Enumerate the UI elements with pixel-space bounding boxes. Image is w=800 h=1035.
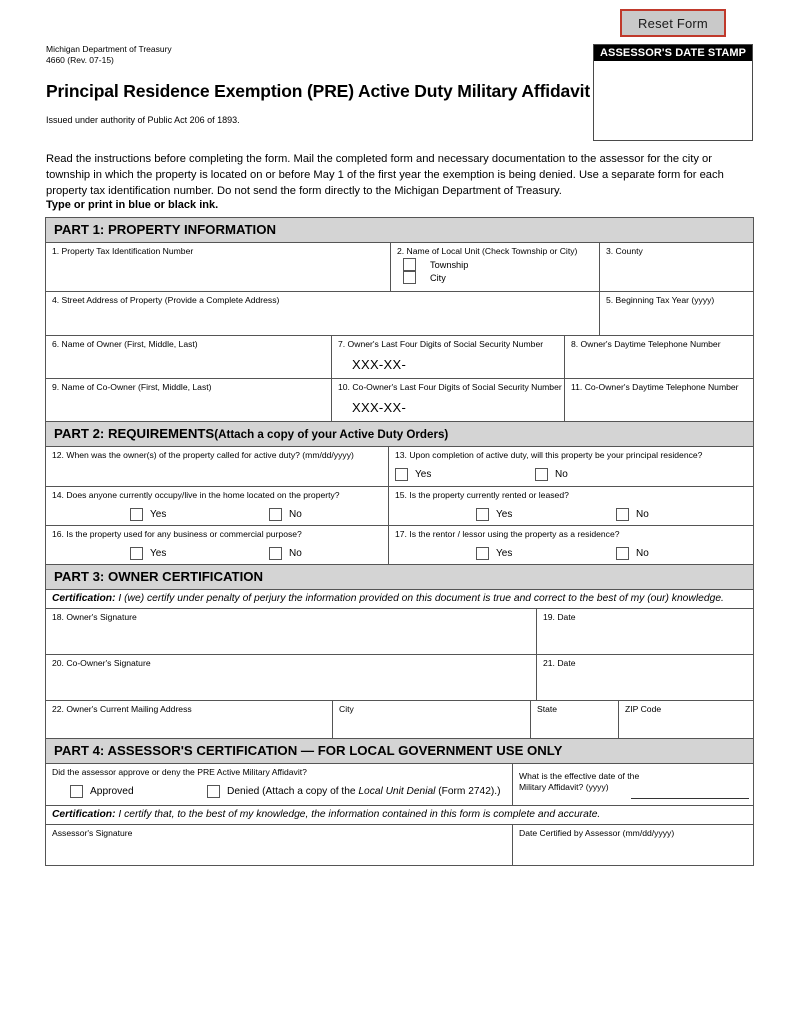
- question-15-options: [395, 508, 750, 521]
- field-owner-date-label: 19. Date: [543, 612, 576, 622]
- q15-yes-checkbox[interactable]: [476, 508, 489, 521]
- question-16-no[interactable]: [269, 547, 302, 560]
- field-local-unit-label: 2. Name of Local Unit (Check Township or City): [397, 246, 578, 256]
- part3-row-20-21: [45, 655, 754, 701]
- q14-yes-checkbox[interactable]: [130, 508, 143, 521]
- field-street-address[interactable]: [46, 292, 600, 335]
- field-owner-phone[interactable]: [565, 336, 755, 378]
- township-label: Township: [430, 259, 469, 270]
- assessor-date-stamp-title: ASSESSOR'S DATE STAMP: [594, 45, 752, 61]
- field-property-tax-id-label: 1. Property Tax Identification Number: [52, 246, 194, 256]
- part2-header: [45, 422, 754, 447]
- field-mailing-zip-label: ZIP Code: [625, 704, 662, 714]
- denied-label: [227, 786, 501, 797]
- assessor-decision-options: [52, 785, 507, 798]
- field-property-tax-id[interactable]: [46, 243, 391, 291]
- part4-certification-row: [45, 806, 754, 825]
- form-table: [45, 217, 754, 866]
- part3-row-18-19: [45, 609, 754, 655]
- field-coowner-phone-label: 11. Co-Owner's Daytime Telephone Number: [571, 382, 739, 392]
- field-coowner-phone[interactable]: [565, 379, 755, 421]
- q15-no-checkbox[interactable]: [616, 508, 629, 521]
- field-owner-date[interactable]: [537, 609, 755, 654]
- q14-no-label: No: [289, 509, 302, 520]
- field-beginning-tax-year[interactable]: [600, 292, 755, 335]
- instructions-paragraph: Read the instructions before completing the form. Mail the completed form and necessary documentation to the assessor for the city or township in which the property is located on or before May 1 of the first year the exemption is being denied. Use a separate form for each property tax identification number. Do not send the form directly to the Michigan Department of Treasury.: [46, 153, 724, 197]
- question-16-options: [52, 547, 383, 560]
- field-coowner-name[interactable]: [46, 379, 332, 421]
- denied-checkbox[interactable]: [207, 785, 220, 798]
- question-15-yes[interactable]: [476, 508, 616, 521]
- local-unit-options: [397, 258, 594, 284]
- q15-no-label: No: [636, 509, 649, 520]
- field-mailing-state-label: State: [537, 704, 558, 714]
- part3-certification-row: [45, 590, 754, 609]
- field-owner-ssn-label: 7. Owner's Last Four Digits of Social Security Number: [338, 339, 544, 349]
- q16-yes-checkbox[interactable]: [130, 547, 143, 560]
- field-coowner-signature-label: 20. Co-Owner's Signature: [52, 658, 151, 668]
- field-mailing-state[interactable]: [531, 701, 619, 738]
- part2-header-main: PART 2: REQUIREMENTS: [54, 426, 215, 441]
- field-street-address-label: 4. Street Address of Property (Provide a Complete Address): [52, 295, 280, 305]
- question-16-label: 16. Is the property used for any business or commercial purpose?: [52, 529, 302, 539]
- question-17-options: [395, 547, 750, 560]
- assessor-decision-group: [46, 764, 513, 805]
- assessor-decision-question: Did the assessor approve or deny the PRE Active Military Affidavit?: [52, 767, 307, 777]
- field-assessor-signature[interactable]: [46, 825, 513, 865]
- township-checkbox[interactable]: [403, 258, 416, 271]
- print-ink-note: Type or print in blue or black ink.: [46, 199, 219, 211]
- question-14: [46, 487, 389, 525]
- field-county-label: 3. County: [606, 246, 643, 256]
- field-owner-name-label: 6. Name of Owner (First, Middle, Last): [52, 339, 198, 349]
- part4-approval-row: [45, 764, 754, 806]
- denied-label-italic: Local Unit Denial: [358, 786, 436, 797]
- field-owner-signature-label: 18. Owner's Signature: [52, 612, 137, 622]
- question-15: [389, 487, 755, 525]
- question-13-options: [395, 468, 750, 481]
- form-number: 4660 (Rev. 07-15): [46, 55, 114, 65]
- q17-no-checkbox[interactable]: [616, 547, 629, 560]
- owner-certification-bold: Certification:: [52, 593, 116, 604]
- question-13-label: 13. Upon completion of active duty, will this property be your principal residence?: [395, 450, 703, 460]
- question-15-no[interactable]: [616, 508, 649, 521]
- denied-label-pre: Denied (Attach a copy of the: [227, 786, 359, 797]
- part3-header: PART 3: OWNER CERTIFICATION: [45, 565, 754, 590]
- city-label: City: [430, 272, 446, 283]
- approved-checkbox[interactable]: [70, 785, 83, 798]
- part1-header: PART 1: PROPERTY INFORMATION: [45, 217, 754, 243]
- question-14-no[interactable]: [269, 508, 302, 521]
- part2-row-16-17: [45, 526, 754, 565]
- field-coowner-date[interactable]: [537, 655, 755, 700]
- q13-no-label: No: [555, 469, 568, 480]
- assessor-certification-text: I certify that, to the best of my knowledge, the information contained in this form is complete and accurate.: [115, 809, 601, 820]
- field-owner-phone-label: 8. Owner's Daytime Telephone Number: [571, 339, 721, 349]
- q17-yes-checkbox[interactable]: [476, 547, 489, 560]
- field-coowner-name-label: 9. Name of Co-Owner (First, Middle, Last): [52, 382, 212, 392]
- q17-yes-label: Yes: [496, 548, 513, 559]
- denied-label-post: (Form 2742).): [435, 786, 501, 797]
- field-date-certified-label: Date Certified by Assessor (mm/dd/yyyy): [519, 828, 675, 838]
- field-coowner-date-label: 21. Date: [543, 658, 576, 668]
- question-16: [46, 526, 389, 564]
- q17-no-label: No: [636, 548, 649, 559]
- agency-name: Michigan Department of Treasury: [46, 44, 172, 54]
- assessor-certification-statement: [46, 806, 753, 824]
- question-17: [389, 526, 755, 564]
- question-17-yes[interactable]: [476, 547, 616, 560]
- question-14-options: [52, 508, 383, 521]
- assessor-approved-option[interactable]: [70, 785, 207, 798]
- question-13: [389, 447, 755, 486]
- q13-yes-label: Yes: [415, 469, 432, 480]
- part1-row-3: [45, 336, 754, 379]
- owner-ssn-mask: XXX-XX-: [352, 357, 407, 372]
- assessor-certification-bold: Certification:: [52, 809, 116, 820]
- part4-header: PART 4: ASSESSOR'S CERTIFICATION — FOR LOCAL GOVERNMENT USE ONLY: [45, 739, 754, 764]
- effective-date-line1: What is the effective date of the: [519, 771, 640, 781]
- part1-row-4: [45, 379, 754, 422]
- part1-row-1: [45, 243, 754, 292]
- assessor-date-stamp-box: [593, 44, 753, 141]
- question-14-yes[interactable]: [130, 508, 269, 521]
- part2-header-sub: (Attach a copy of your Active Duty Orders): [214, 428, 449, 441]
- field-owner-ssn[interactable]: [332, 336, 565, 378]
- reset-form-label: Reset Form: [638, 15, 708, 31]
- field-coowner-ssn-label: 10. Co-Owner's Last Four Digits of Social Security Number: [338, 382, 562, 392]
- field-coowner-signature[interactable]: [46, 655, 537, 700]
- field-county[interactable]: [600, 243, 755, 291]
- q14-yes-label: Yes: [150, 509, 167, 520]
- question-13-yes[interactable]: [395, 468, 535, 481]
- issued-under-authority: Issued under authority of Public Act 206 of 1893.: [46, 115, 240, 125]
- field-date-certified[interactable]: [513, 825, 755, 865]
- city-checkbox[interactable]: [403, 271, 416, 284]
- q16-yes-label: Yes: [150, 548, 167, 559]
- owner-certification-text: I (we) certify under penalty of perjury the information provided on this document is true and correct to the best of my (our) knowledge.: [115, 593, 724, 604]
- approved-label: Approved: [90, 786, 134, 797]
- field-local-unit[interactable]: [391, 243, 600, 291]
- field-mailing-city[interactable]: [333, 701, 531, 738]
- page-title: Principal Residence Exemption (PRE) Active Duty Military Affidavit: [46, 81, 591, 101]
- reset-form-button[interactable]: [620, 9, 726, 37]
- q15-yes-label: Yes: [496, 509, 513, 520]
- q13-yes-checkbox[interactable]: [395, 468, 408, 481]
- coowner-ssn-mask: XXX-XX-: [352, 400, 407, 415]
- field-mailing-zip[interactable]: [619, 701, 755, 738]
- owner-certification-statement: [46, 590, 753, 608]
- q14-no-checkbox[interactable]: [269, 508, 282, 521]
- assessor-denied-option[interactable]: [207, 785, 501, 798]
- field-mailing-address[interactable]: [46, 701, 333, 738]
- q16-no-checkbox[interactable]: [269, 547, 282, 560]
- part3-row-22: [45, 701, 754, 739]
- part2-row-14-15: [45, 487, 754, 526]
- field-mailing-city-label: City: [339, 704, 354, 714]
- part4-signature-row: [45, 825, 754, 866]
- question-14-label: 14. Does anyone currently occupy/live in the home located on the property?: [52, 490, 340, 500]
- field-effective-date[interactable]: [513, 764, 755, 805]
- part2-row-12-13: [45, 447, 754, 487]
- question-12[interactable]: [46, 447, 389, 486]
- local-unit-township-option[interactable]: [397, 258, 594, 271]
- field-beginning-tax-year-label: 5. Beginning Tax Year (yyyy): [606, 295, 715, 305]
- effective-date-underline[interactable]: [631, 798, 749, 799]
- field-owner-name[interactable]: [46, 336, 332, 378]
- question-17-label: 17. Is the rentor / lessor using the property as a residence?: [395, 529, 620, 539]
- question-16-yes[interactable]: [130, 547, 269, 560]
- part1-row-2: [45, 292, 754, 336]
- field-owner-signature[interactable]: [46, 609, 537, 654]
- question-17-no[interactable]: [616, 547, 649, 560]
- question-15-label: 15. Is the property currently rented or leased?: [395, 490, 569, 500]
- field-mailing-address-label: 22. Owner's Current Mailing Address: [52, 704, 192, 714]
- field-assessor-signature-label: Assessor's Signature: [52, 828, 133, 838]
- question-12-label: 12. When was the owner(s) of the property called for active duty? (mm/dd/yyyy): [52, 450, 354, 460]
- local-unit-city-option[interactable]: [397, 271, 594, 284]
- field-coowner-ssn[interactable]: [332, 379, 565, 421]
- question-13-no[interactable]: [535, 468, 568, 481]
- q13-no-checkbox[interactable]: [535, 468, 548, 481]
- q16-no-label: No: [289, 548, 302, 559]
- effective-date-line2: Military Affidavit? (yyyy): [519, 782, 609, 792]
